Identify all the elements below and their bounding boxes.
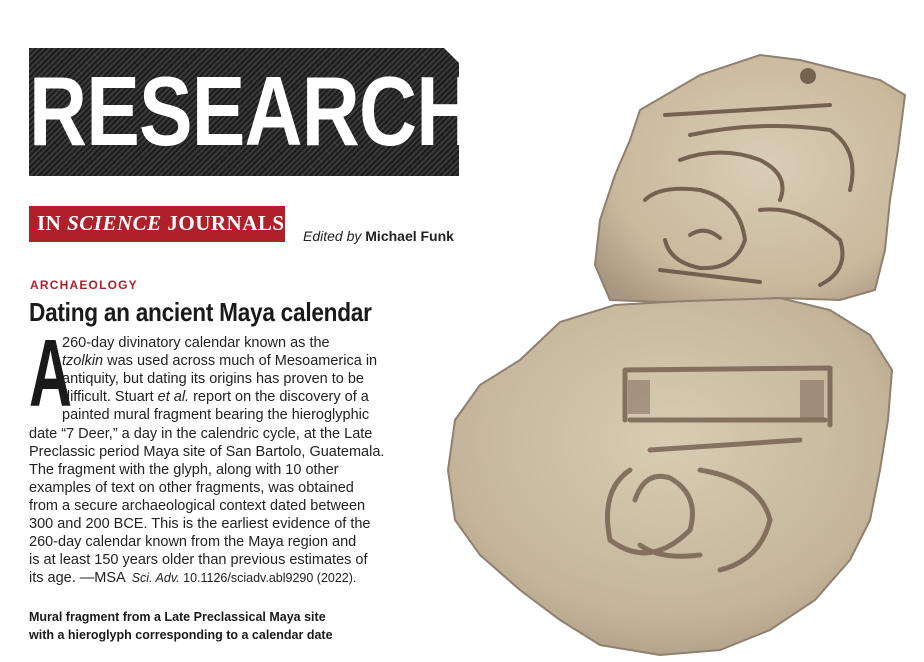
body-line <box>29 533 356 551</box>
body-text: The fragment with the glyph, along with 10 other <box>29 461 339 478</box>
body-text: Preclassic period Maya site of San Bartolo, Guatemala. <box>29 443 385 460</box>
body-line <box>29 569 356 587</box>
body-text: antiquity, but dating its origins has proven to be <box>62 371 365 388</box>
body-text: from a secure archaeological context dated between <box>29 497 366 514</box>
body-text: painted mural fragment bearing the hieroglyphic <box>62 407 370 424</box>
body-text: difficult. Stuart <box>62 389 158 406</box>
body-line <box>62 370 364 388</box>
body-line <box>29 497 365 515</box>
edited-by-label: Edited by <box>303 228 362 244</box>
body-text: is at least 150 years older than previous estimates of <box>29 552 368 569</box>
article-kicker: ARCHAEOLOGY <box>30 278 138 292</box>
body-text: date “7 Deer,” a day in the calendric cycle, at the Late <box>29 425 373 442</box>
photo-caption-line-2: with a hieroglyph corresponding to a calendar date <box>29 628 333 642</box>
body-line <box>62 388 369 406</box>
body-text: 260-day calendar known from the Maya region and <box>29 534 357 551</box>
body-line <box>29 479 354 497</box>
body-line <box>62 406 369 424</box>
editor-name: Michael Funk <box>365 228 454 244</box>
tag-suffix: JOURNALS <box>167 211 285 235</box>
body-line <box>29 443 384 461</box>
body-italic-text: tzolkin <box>62 353 104 370</box>
body-line <box>29 425 372 443</box>
drop-cap: A <box>29 320 72 427</box>
body-text: report on the discovery of a <box>189 389 369 406</box>
article-headline: Dating an ancient Maya calendar <box>29 297 372 327</box>
section-tag <box>29 206 285 240</box>
body-line <box>29 515 371 533</box>
body-text: 260-day divinatory calendar known as the <box>62 335 330 351</box>
body-text: its age. —MSA <box>29 570 126 587</box>
banner-title: RESEARCH <box>29 56 474 166</box>
body-text: 300 and 200 BCE. This is the earliest evidence of the <box>29 516 371 532</box>
citation-doi: 10.1126/sciadv.abl9290 (2022). <box>179 571 357 586</box>
body-text: was used across much of Mesoamerica in <box>103 353 378 370</box>
edited-by <box>303 228 454 244</box>
upper-fragment <box>595 55 905 302</box>
citation <box>132 571 357 585</box>
body-text: examples of text on other fragments, was obtained <box>29 479 354 496</box>
citation-journal: Sci. Adv. <box>131 571 180 586</box>
body-line <box>29 461 339 479</box>
photo-caption-line-1: Mural fragment from a Late Preclassical Maya site <box>29 610 326 624</box>
tag-journal-name: SCIENCE <box>67 211 162 235</box>
body-line <box>62 334 330 352</box>
body-italic-text: et al. <box>157 389 190 406</box>
section-rule <box>29 240 285 242</box>
lower-fragment <box>448 298 892 655</box>
tag-prefix: IN <box>37 211 62 235</box>
body-line <box>29 551 368 569</box>
body-line <box>62 352 377 370</box>
